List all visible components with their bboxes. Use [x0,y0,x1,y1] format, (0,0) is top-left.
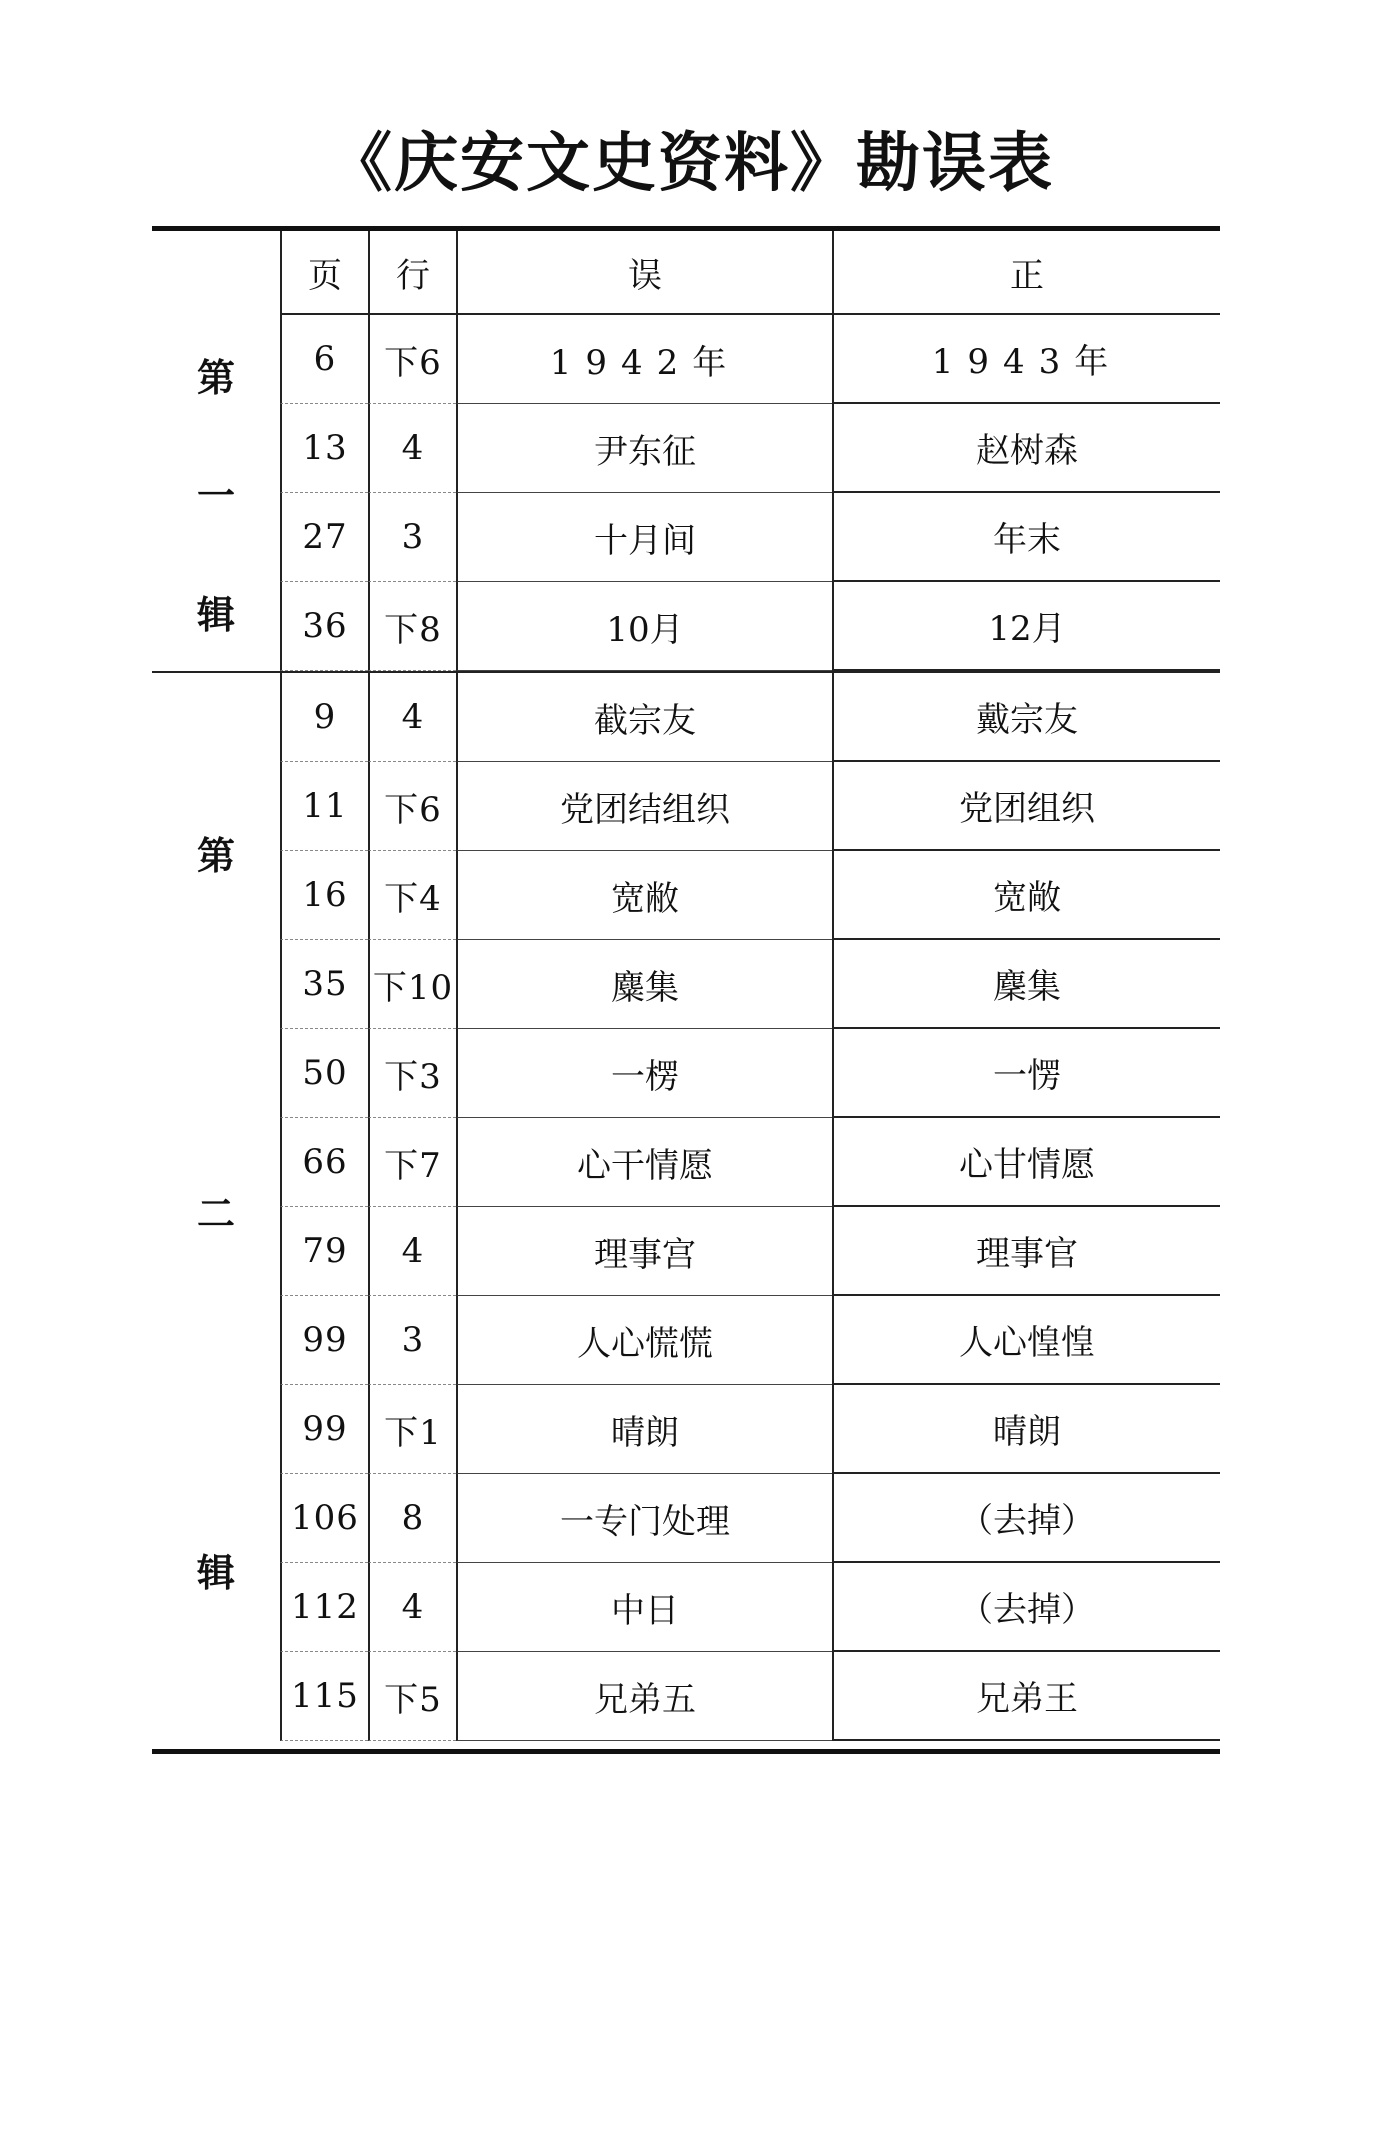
header-line: 行 [368,231,456,315]
error-cell: 一楞 [456,1029,832,1118]
correct-cell: （去掉） [832,1474,1220,1563]
error-cell: 宽敝 [456,851,832,940]
line-cell: 4 [368,1563,456,1652]
error-cell: 心干情愿 [456,1118,832,1207]
correct-cell: 麇集 [832,940,1220,1029]
line-cell: 下3 [368,1029,456,1118]
table-row [152,1207,1220,1296]
table-row [152,1474,1220,1563]
error-cell: 理事宫 [456,1207,832,1296]
error-cell: 兄弟五 [456,1652,832,1741]
table-row [152,582,1220,671]
correct-cell: 党团组织 [832,762,1220,851]
volume-spacer [152,1563,280,1652]
correct-cell: 1943年 [832,315,1220,404]
correct-cell: 兄弟王 [832,1652,1220,1741]
volume-spacer [152,1474,280,1563]
table-row [152,851,1220,940]
table-row [152,1385,1220,1474]
error-cell: 1942年 [456,315,832,404]
table-row [152,404,1220,493]
correct-cell: 理事官 [832,1207,1220,1296]
page-title: 《庆安文史资料》勘误表 [328,126,1054,201]
page-cell: 50 [280,1029,368,1118]
page-cell: 99 [280,1385,368,1474]
error-cell: 人心慌慌 [456,1296,832,1385]
correct-cell: 赵树森 [832,404,1220,493]
volume-spacer [152,673,280,762]
table-row [152,762,1220,851]
page-cell: 13 [280,404,368,493]
correct-cell: 晴朗 [832,1385,1220,1474]
volume-spacer [152,582,280,671]
table-row [152,315,1220,404]
line-cell: 4 [368,404,456,493]
page-cell: 9 [280,673,368,762]
correct-cell: 年末 [832,493,1220,582]
volume-spacer [152,493,280,582]
page-cell: 112 [280,1563,368,1652]
volume-1-char: 一 [196,473,235,519]
table-row [152,1296,1220,1385]
line-cell: 8 [368,1474,456,1563]
error-cell: 麋集 [456,940,832,1029]
table-row [152,1118,1220,1207]
correct-cell: 12月 [832,582,1220,671]
line-cell: 下8 [368,582,456,671]
volume-spacer [152,404,280,493]
header-row [152,231,1220,315]
volume-spacer [152,1118,280,1207]
line-cell: 下6 [368,315,456,404]
volume-spacer [152,940,280,1029]
header-error: 误 [456,231,832,315]
volume-spacer [152,1029,280,1118]
table-row [152,940,1220,1029]
line-cell: 3 [368,493,456,582]
volume-spacer [152,1296,280,1385]
volume-spacer [152,762,280,851]
page-cell: 115 [280,1652,368,1741]
table-bottom-rule [152,1749,1220,1754]
correct-cell: 心甘情愿 [832,1118,1220,1207]
correct-cell: 戴宗友 [832,673,1220,762]
page-cell: 16 [280,851,368,940]
table-row [152,1652,1220,1741]
line-cell: 4 [368,1207,456,1296]
error-cell: 截宗友 [456,673,832,762]
volume-spacer [152,1207,280,1296]
line-cell: 下7 [368,1118,456,1207]
error-cell: 党团结组织 [456,762,832,851]
correct-cell: 人心惶惶 [832,1296,1220,1385]
error-cell: 一专门处理 [456,1474,832,1563]
page-cell: 79 [280,1207,368,1296]
volume-2-char: 二 [196,1191,235,1237]
header-volume [152,231,280,315]
line-cell: 下6 [368,762,456,851]
line-cell: 3 [368,1296,456,1385]
table-row [152,1563,1220,1652]
volume-2-char: 辑 [196,1550,235,1596]
volume-spacer [152,851,280,940]
volume-2-char: 第 [196,832,235,878]
error-cell: 十月间 [456,493,832,582]
volume-1-char: 第 [196,354,235,400]
header-page: 页 [280,231,368,315]
page-cell: 35 [280,940,368,1029]
page-cell: 6 [280,315,368,404]
line-cell: 下4 [368,851,456,940]
line-cell: 下1 [368,1385,456,1474]
error-cell: 10月 [456,582,832,671]
correct-cell: 一愣 [832,1029,1220,1118]
volume-spacer [152,1652,280,1741]
line-cell: 4 [368,673,456,762]
page-cell: 27 [280,493,368,582]
page-cell: 36 [280,582,368,671]
page-cell: 106 [280,1474,368,1563]
correct-cell: 宽敞 [832,851,1220,940]
page-cell: 66 [280,1118,368,1207]
error-cell: 中日 [456,1563,832,1652]
volume-1-char: 辑 [196,592,235,638]
correct-cell: （去掉） [832,1563,1220,1652]
error-cell: 晴朗 [456,1385,832,1474]
line-cell: 下5 [368,1652,456,1741]
volume-spacer [152,315,280,404]
page-cell: 11 [280,762,368,851]
header-correct: 正 [832,231,1220,315]
table-row [152,673,1220,762]
error-cell: 尹东征 [456,404,832,493]
table-row [152,493,1220,582]
line-cell: 下10 [368,940,456,1029]
table-row [152,1029,1220,1118]
page-cell: 99 [280,1296,368,1385]
volume-spacer [152,1385,280,1474]
